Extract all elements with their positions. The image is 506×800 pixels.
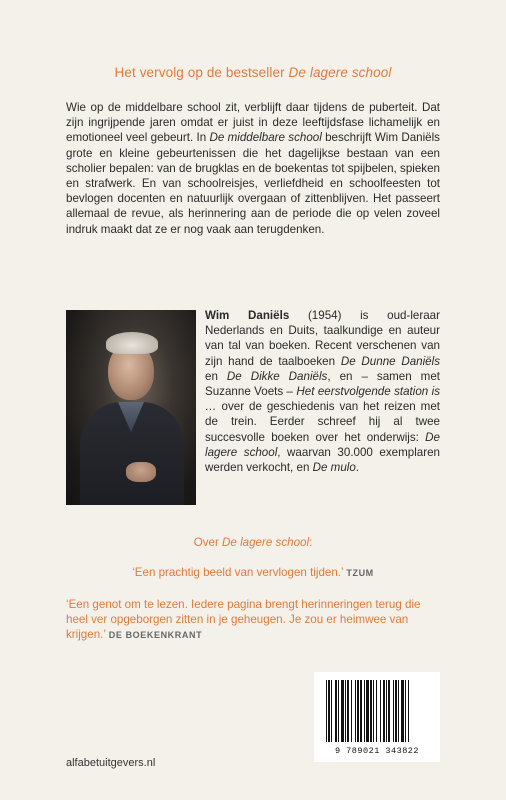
- barcode-bar: [355, 680, 356, 742]
- isbn-barcode: [314, 672, 440, 762]
- barcode-bar: [341, 680, 344, 742]
- barcode-bar: [357, 680, 359, 742]
- barcode-bar: [370, 680, 372, 742]
- barcode-bar: [383, 680, 385, 742]
- author-photo-hand: [126, 462, 156, 482]
- bio-book-3: Het eerstvolgende station is …: [205, 385, 440, 414]
- barcode-bar: [376, 680, 377, 742]
- barcode-bar: [388, 680, 390, 742]
- barcode-bar: [335, 680, 337, 742]
- barcode-bar: [373, 680, 374, 742]
- barcode-bar: [347, 680, 349, 742]
- author-photo-hair: [106, 332, 158, 354]
- isbn-number: 9 789021 343822: [334, 746, 419, 756]
- barcode-bar: [338, 680, 339, 742]
- review-quote-2-text: ‘Een genot om te lezen. Iedere pagina brengt herinneringen terug die heel ver opgeborgen zitten in je geheugen. Je zou er heimwee van krijgen.’: [66, 598, 421, 642]
- barcode-bar: [386, 680, 387, 742]
- bio-book-1: De Dunne Daniëls: [340, 354, 441, 368]
- barcode-bar: [364, 680, 365, 742]
- bio-book-5: De mulo: [312, 461, 356, 475]
- author-bio: [205, 308, 440, 475]
- barcode-bar: [398, 680, 399, 742]
- bio-text-6: .: [355, 461, 360, 475]
- barcode-bar: [380, 680, 381, 742]
- headline-title: De lagere school: [288, 65, 392, 80]
- quotes-heading: [0, 536, 506, 549]
- bio-text-2: en: [205, 369, 227, 383]
- quotes-heading-suffix: :: [309, 536, 313, 549]
- author-photo: [66, 310, 196, 505]
- barcode-bar: [326, 680, 327, 742]
- headline-prefix: Het vervolg op de bestseller: [114, 65, 289, 80]
- publisher-url: alfabetuitgevers.nl: [66, 757, 156, 769]
- quotes-heading-title: De lagere school: [222, 536, 310, 549]
- bio-text-1: (1954) is oud-leraar Nederlands en Duits, taalkundige en auteur van tal van boeken. Recent verschenen van zijn hand de taalboeken: [205, 309, 440, 368]
- blurb-text-1: Wie op de middelbare school zit, verblijft daar tijdens de puberteit. Dat zijn ingrijpende jaren omdat er juist in deze leeftijdsfase lichamelijk en emotioneel veel gebeurt. In: [66, 101, 440, 145]
- barcode-bar: [331, 680, 332, 742]
- barcode-bar: [360, 680, 362, 742]
- blurb-text-2: beschrijft Wim Daniëls grote en kleine gebeurtenissen die het dagelijkse bestaan van een scholier bepalen: van de brugklas en de boekentas tot spijbelen, spieken en strafwerk. En van schoolreisjes, verliefdheid en schoolfeesten tot bevlogen docenten en natuurlijk overgaan of zittenblijven. Het passeert allemaal de revue, als herinnering aan de periode die op velen zoveel indruk maakt dat ze er nog vaak aan terugdenken.: [66, 131, 440, 236]
- barcode-bar: [345, 680, 346, 742]
- barcode-bar: [405, 680, 406, 742]
- review-quote-1: [0, 566, 506, 579]
- barcode-bar: [395, 680, 397, 742]
- review-quote-2-source: DE BOEKENKRANT: [108, 630, 203, 641]
- barcode-bar: [351, 680, 352, 742]
- review-quote-1-source: TZUM: [346, 568, 374, 578]
- blurb-book-title: De middelbare school: [209, 131, 322, 145]
- author-name: Wim Daniëls: [205, 309, 290, 322]
- review-quote-2: [66, 597, 440, 644]
- quotes-heading-prefix: Over: [193, 536, 223, 549]
- barcode-bar: [366, 680, 369, 742]
- bio-book-2: De Dikke Daniëls: [226, 369, 328, 383]
- headline: [0, 65, 506, 80]
- bio-book-4: De lagere school: [205, 430, 440, 459]
- bio-text-4: over de geschiedenis van het reizen met de trein. Eerder schreef hij al twee succesvolle boeken over het onderwijs:: [205, 400, 440, 444]
- bio-text-5: , waarvan 30.000 exemplaren werden verkocht, en: [205, 445, 441, 475]
- barcode-bar: [393, 680, 394, 742]
- barcode-bar: [401, 680, 404, 742]
- blurb: [66, 100, 440, 237]
- barcode-bar: [328, 680, 330, 742]
- review-quote-1-text: ‘Een prachtig beeld van vervlogen tijden.’: [132, 566, 344, 579]
- bio-text-3: , en – samen met Suzanne Voets –: [205, 369, 441, 399]
- barcode-bars: [324, 680, 430, 744]
- barcode-bar: [408, 680, 409, 742]
